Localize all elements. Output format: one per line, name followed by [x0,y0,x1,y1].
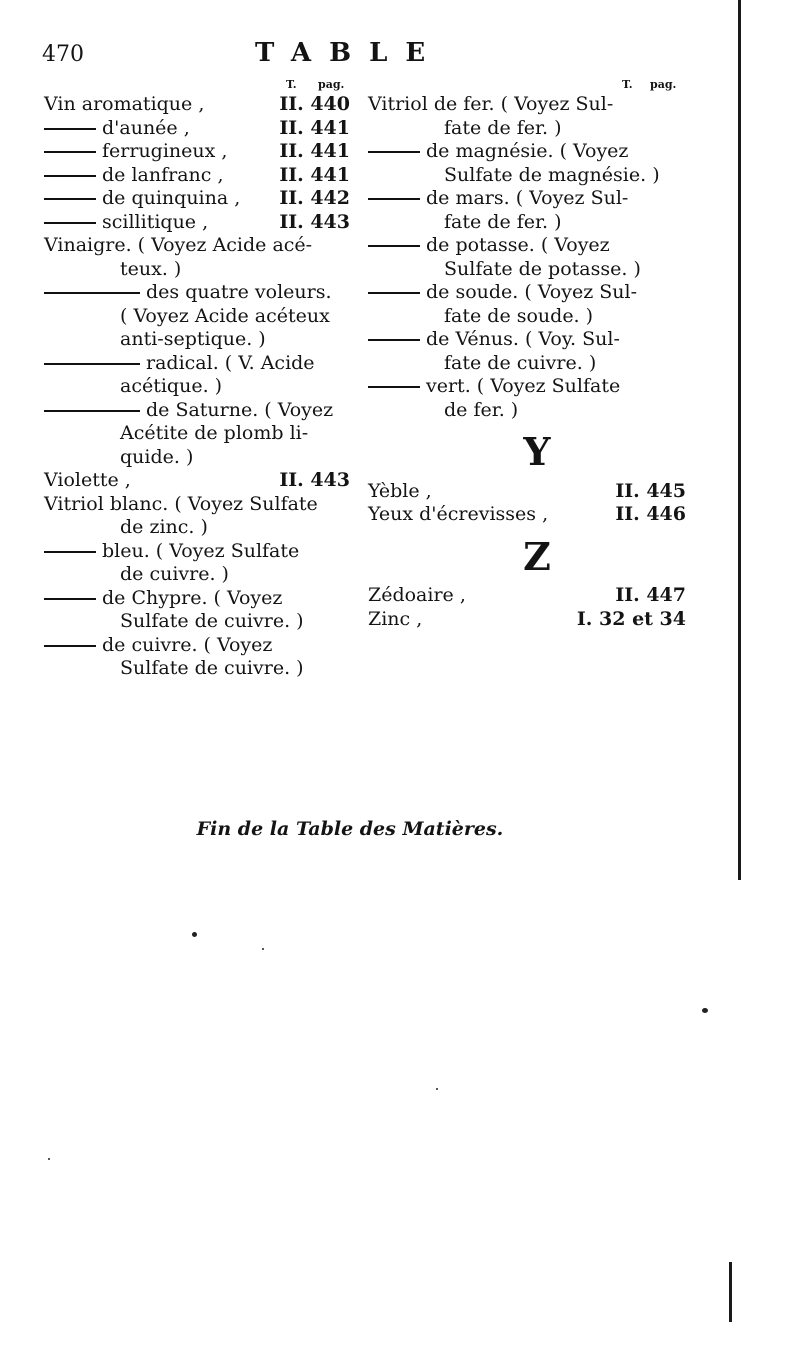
index-entry [44,422,350,446]
repeat-dash [368,151,420,153]
entry-heading: de soude. ( Voyez Sul- [426,281,638,303]
entry-page-ref: II. 445 [615,479,686,502]
repeat-dash [368,339,420,341]
page-title: TABLE [255,38,444,68]
index-entry [368,234,686,258]
entry-continuation: de zinc. ) [120,516,208,538]
entry-continuation: Acétite de plomb li- [120,422,309,444]
repeat-dash [368,386,420,388]
index-entry [368,93,686,117]
entry-continuation: fate de cuivre. ) [444,351,597,374]
ink-speck [48,1158,50,1160]
entry-page-ref: II. 440 [279,93,350,115]
entry-heading: scillitique , [102,210,209,233]
repeat-dash [368,292,420,294]
entry-heading: Vin aromatique , [44,93,205,115]
entry-heading: radical. ( V. Acide [146,351,315,374]
entry-page-ref: II. 443 [279,210,350,233]
page-edge-line [738,0,741,880]
entry-page-ref: II. 441 [279,163,350,186]
index-entry [368,584,686,608]
repeat-dash [44,292,140,294]
page-edge-line-lower [729,1262,732,1322]
entry-heading: de Chypre. ( Voyez [102,586,283,609]
index-entry [44,469,350,493]
entry-heading: d'aunée , [102,116,190,139]
repeat-dash [44,175,96,177]
entry-page-ref: II. 446 [615,503,686,525]
entry-continuation: fate de fer. ) [444,210,562,233]
entry-heading: Yèble , [368,479,432,502]
entry-heading: Vinaigre. ( Voyez Acide acé- [44,234,313,256]
entry-heading: Violette , [44,469,131,491]
index-entry [44,657,350,681]
entry-page-ref: I. 32 et 34 [576,607,686,630]
entry-page-ref: II. 447 [615,584,686,606]
index-entry [368,187,686,211]
entry-heading: de lanfranc , [102,163,224,186]
entry-heading: de potasse. ( Voyez [426,234,610,256]
entry-continuation: de fer. ) [444,398,519,421]
repeat-dash [44,645,96,647]
repeat-dash [368,198,420,200]
page-number: 470 [42,42,84,67]
index-column-right [368,93,686,631]
entry-continuation: ( Voyez Acide acéteux [120,304,330,327]
repeat-dash [44,151,96,153]
index-entry [44,375,350,399]
index-entry [368,608,686,632]
index-entry [44,93,350,117]
index-entry [44,563,350,587]
index-entry [44,399,350,423]
index-entry [368,503,686,527]
entry-heading: ferrugineux , [102,140,228,162]
entry-continuation: Sulfate de cuivre. ) [120,610,304,632]
index-entry [368,480,686,504]
entry-continuation: quide. ) [120,445,194,468]
index-entry [368,258,686,282]
entry-heading: Vitriol blanc. ( Voyez Sulfate [44,492,318,515]
repeat-dash [44,128,96,130]
entry-heading: Zédoaire , [368,584,466,606]
index-entry [368,117,686,141]
index-entry [44,634,350,658]
index-entry [368,328,686,352]
end-of-table-note: Fin de la Table des Matières. [196,818,504,840]
index-entry [44,540,350,564]
index-entry [44,281,350,305]
repeat-dash [368,245,420,247]
entry-continuation: Sulfate de potasse. ) [444,257,641,280]
index-entry [368,352,686,376]
ink-speck [702,1008,708,1013]
ink-speck [192,932,197,937]
index-entry [368,140,686,164]
entry-heading: Vitriol de fer. ( Voyez Sul- [368,93,614,115]
index-entry [44,234,350,258]
entry-continuation: fate de soude. ) [444,304,594,327]
entry-heading: vert. ( Voyez Sulfate [426,375,621,397]
repeat-dash [44,198,96,200]
index-column-left [44,93,350,681]
index-entry [368,281,686,305]
index-entry [368,211,686,235]
entry-continuation: fate de fer. ) [444,116,562,139]
entry-page-ref: II. 442 [279,187,350,209]
repeat-dash [44,551,96,553]
entry-page-ref: II. 443 [279,469,350,491]
index-entry [44,610,350,634]
entry-continuation: teux. ) [120,257,182,280]
entry-heading: de mars. ( Voyez Sul- [426,187,629,209]
entry-heading: Zinc , [368,607,423,630]
entry-continuation: de cuivre. ) [120,563,229,585]
col-header-t-right: T. [622,78,633,91]
entry-continuation: Sulfate de cuivre. ) [120,657,304,679]
entry-heading: de Saturne. ( Voyez [146,398,334,421]
entry-page-ref: II. 441 [279,116,350,139]
entry-continuation: acétique. ) [120,375,223,397]
entry-heading: de cuivre. ( Voyez [102,633,273,656]
index-entry [44,587,350,611]
index-entry [44,187,350,211]
entry-heading: Yeux d'écrevisses , [368,503,549,525]
col-header-pag-right: pag. [650,78,677,91]
entry-heading: des quatre voleurs. [146,281,332,303]
index-list-right [368,93,686,422]
repeat-dash [44,222,96,224]
index-entry [44,328,350,352]
index-entry [44,305,350,329]
index-entry [44,117,350,141]
entry-heading: de Vénus. ( Voy. Sul- [426,328,620,350]
repeat-dash [44,410,140,412]
col-header-t-left: T. [286,78,297,91]
index-entry [44,493,350,517]
entry-continuation: Sulfate de magnésie. ) [444,163,660,186]
index-entry [368,305,686,329]
entry-heading: bleu. ( Voyez Sulfate [102,539,300,562]
index-entry [368,399,686,423]
index-entry [44,446,350,470]
index-entry [44,164,350,188]
repeat-dash [44,363,140,365]
entry-heading: de magnésie. ( Voyez [426,140,629,162]
entry-continuation: anti-septique. ) [120,328,266,350]
ink-speck [436,1088,438,1090]
index-entry [44,258,350,282]
index-list-y [368,480,686,527]
repeat-dash [44,598,96,600]
index-entry [44,211,350,235]
section-letter-y: Y [523,429,551,474]
index-entry [44,140,350,164]
section-letter-z: Z [523,533,551,579]
ink-speck [262,948,264,950]
col-header-pag-left: pag. [318,78,345,91]
index-entry [44,352,350,376]
index-entry [368,164,686,188]
index-list-z [368,584,686,631]
index-entry [368,375,686,399]
index-entry [44,516,350,540]
entry-page-ref: II. 441 [279,140,350,162]
entry-heading: de quinquina , [102,187,241,209]
